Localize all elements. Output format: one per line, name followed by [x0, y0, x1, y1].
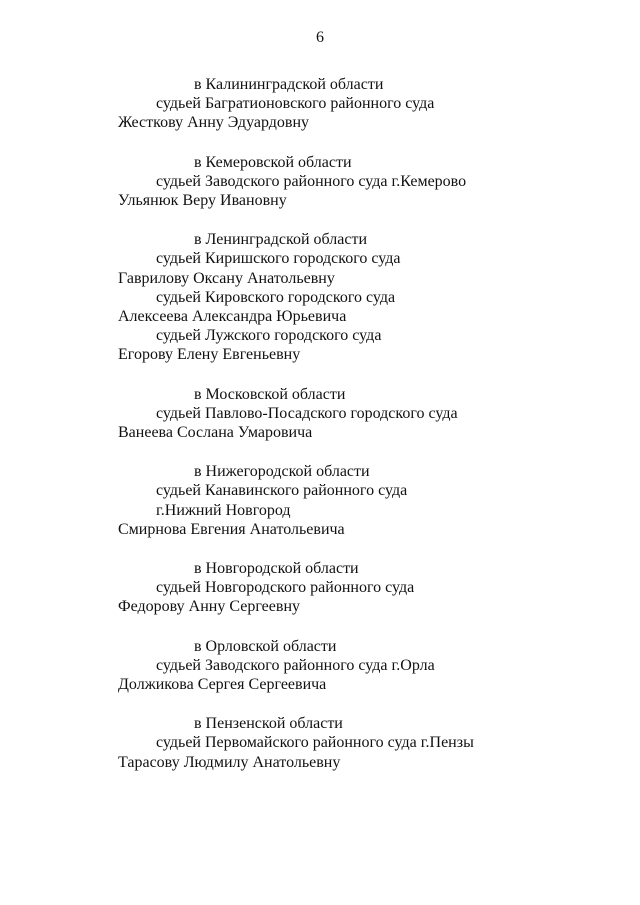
region-heading: в Кемеровской области	[194, 153, 352, 171]
court-line: судьей Багратионовского районного суда	[156, 95, 435, 113]
court-line: судьей Лужского городского суда	[156, 327, 382, 345]
region-heading: в Орловской области	[194, 637, 337, 655]
region-heading: в Московской области	[194, 385, 346, 403]
court-line: судьей Павлово-Посадского городского суда	[156, 404, 458, 422]
region-block	[118, 75, 618, 133]
court-line: г.Нижний Новгород	[156, 501, 291, 519]
region-block	[118, 385, 618, 443]
appointee-name: Гаврилову Оксану Анатольевну	[118, 269, 335, 287]
appointments-list	[118, 75, 618, 792]
region-block	[118, 714, 618, 772]
appointee-name: Егорову Елену Евгеньевну	[118, 346, 301, 364]
region-heading: в Ленинградской области	[194, 231, 367, 249]
court-line: судьей Заводского районного суда г.Кемерово	[156, 172, 467, 190]
appointee-name: Федорову Анну Сергеевну	[118, 598, 300, 616]
appointee-name: Ульянюк Веру Ивановну	[118, 192, 287, 210]
appointee-name: Должикова Сергея Сергеевича	[118, 676, 327, 694]
page-number: 6	[316, 29, 324, 46]
appointee-name: Ванеева Сослана Умаровича	[118, 424, 313, 442]
court-line: судьей Заводского районного суда г.Орла	[156, 656, 435, 674]
region-block	[118, 637, 618, 695]
region-block	[118, 153, 618, 211]
court-line: судьей Первомайского районного суда г.Пензы	[156, 734, 474, 752]
region-block	[118, 230, 618, 364]
region-heading: в Калининградской области	[194, 76, 384, 93]
appointee-name: Смирнова Евгения Анатольевича	[118, 520, 345, 538]
region-heading: в Нижегородской области	[194, 463, 370, 481]
court-line: судьей Киришского городского суда	[156, 250, 401, 268]
region-heading: в Новгородской области	[194, 560, 359, 578]
court-line: судьей Кировского городского суда	[156, 288, 396, 306]
region-block	[118, 559, 618, 617]
court-line: судьей Новгородского районного суда	[156, 579, 415, 597]
court-line: судьей Канавинского районного суда	[156, 482, 408, 500]
appointee-name: Жесткову Анну Эдуардовну	[118, 114, 310, 132]
appointee-name: Алексеева Александра Юрьевича	[118, 308, 347, 326]
region-heading: в Пензенской области	[194, 715, 343, 733]
appointee-name: Тарасову Людмилу Анатольевну	[118, 753, 341, 771]
region-block	[118, 462, 618, 539]
